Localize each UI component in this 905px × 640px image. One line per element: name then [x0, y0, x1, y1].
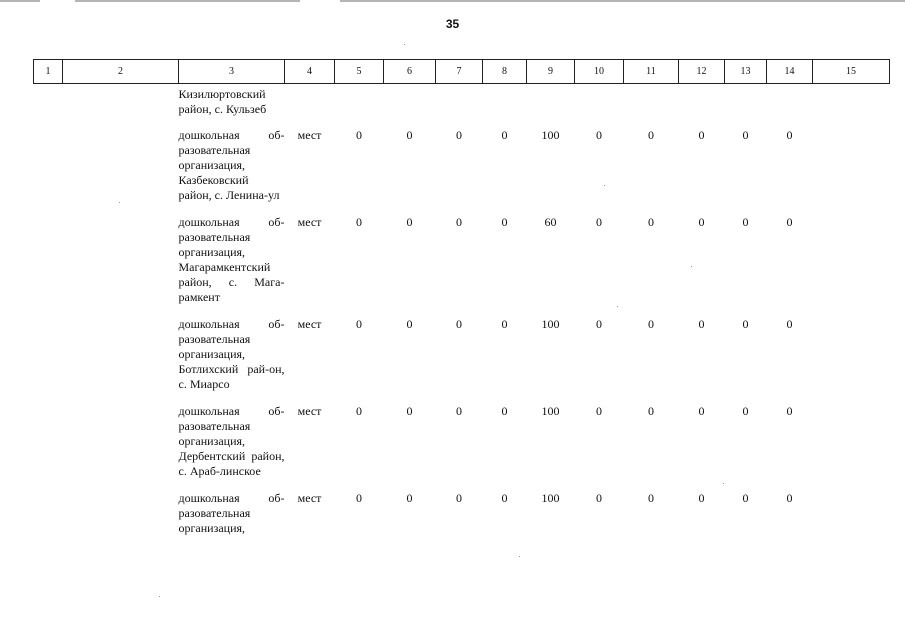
scan-speck — [159, 596, 160, 597]
column-header: 6 — [384, 60, 436, 84]
org-name-cell: дошкольная об-разовательная организация, — [178, 491, 285, 535]
value-cell: 0 — [786, 128, 793, 142]
value-cell: 0 — [648, 128, 654, 142]
unit-cell: мест — [297, 491, 322, 505]
scan-top-edge — [0, 0, 905, 2]
value-cell: 0 — [596, 404, 602, 418]
value-cell: 0 — [648, 491, 654, 505]
unit-cell: мест — [297, 128, 322, 142]
value-cell: 0 — [406, 215, 413, 229]
value-cell: 0 — [501, 128, 508, 142]
table-row — [34, 84, 890, 129]
value-cell: 0 — [596, 491, 602, 505]
org-name-cell: дошкольная об-разовательная организация, Магарамкентский район, с. Мага-рамкент — [178, 215, 285, 304]
value-cell: 0 — [742, 128, 749, 142]
value-cell: 0 — [648, 317, 654, 331]
value-cell: 0 — [406, 317, 413, 331]
value-cell: 0 — [596, 128, 602, 142]
scan-speck — [691, 266, 692, 267]
value-cell: 0 — [742, 215, 749, 229]
table-row — [34, 128, 890, 215]
org-name-cell: дошкольная об-разовательная организация, Ботлихский рай-он, с. Миарсо — [178, 317, 285, 391]
value-cell: 0 — [406, 404, 413, 418]
value-cell: 0 — [456, 215, 462, 229]
value-cell: 0 — [501, 215, 508, 229]
data-table-wrapper — [33, 59, 889, 548]
value-cell: 0 — [456, 404, 462, 418]
scan-speck — [404, 44, 405, 45]
value-cell: 0 — [456, 128, 462, 142]
header-row — [34, 60, 890, 84]
table-row — [34, 404, 890, 491]
value-cell: 0 — [456, 317, 462, 331]
value-cell: 100 — [541, 317, 560, 331]
value-cell: 0 — [501, 404, 508, 418]
value-cell: 0 — [356, 491, 362, 505]
unit-cell: мест — [297, 215, 322, 229]
value-cell: 0 — [648, 404, 654, 418]
value-cell: 0 — [356, 128, 362, 142]
value-cell: 0 — [698, 215, 705, 229]
data-table — [33, 59, 890, 548]
value-cell: 0 — [406, 491, 413, 505]
value-cell: 0 — [742, 491, 749, 505]
scan-speck — [119, 202, 120, 203]
value-cell: 0 — [786, 317, 793, 331]
table-row — [34, 215, 890, 317]
column-header: 14 — [767, 60, 813, 84]
scan-speck — [723, 483, 724, 484]
column-header: 3 — [179, 60, 285, 84]
value-cell: 0 — [648, 215, 654, 229]
scan-speck — [617, 306, 618, 307]
value-cell: 60 — [544, 215, 557, 229]
value-cell: 0 — [698, 317, 705, 331]
scan-speck — [519, 556, 520, 557]
org-name-cell: дошкольная об-разовательная организация, Дербентский район, с. Араб-линское — [178, 404, 285, 478]
value-cell: 0 — [406, 128, 413, 142]
unit-cell: мест — [297, 404, 322, 418]
value-cell: 0 — [456, 491, 462, 505]
column-header: 12 — [679, 60, 725, 84]
org-location-cell: Кизилюртовский район, с. Кульзеб — [178, 87, 267, 116]
column-header: 13 — [725, 60, 767, 84]
value-cell: 0 — [698, 128, 705, 142]
column-header: 1 — [34, 60, 63, 84]
scan-speck — [604, 185, 605, 186]
value-cell: 0 — [596, 215, 602, 229]
value-cell: 0 — [742, 317, 749, 331]
column-header: 2 — [63, 60, 179, 84]
value-cell: 100 — [541, 128, 560, 142]
column-header: 10 — [575, 60, 624, 84]
column-header: 11 — [624, 60, 679, 84]
value-cell: 100 — [541, 404, 560, 418]
unit-cell: мест — [297, 317, 322, 331]
value-cell: 0 — [786, 215, 793, 229]
value-cell: 0 — [786, 491, 793, 505]
page-number: 35 — [445, 17, 460, 31]
value-cell: 0 — [596, 317, 602, 331]
table-row — [34, 317, 890, 404]
value-cell: 0 — [501, 317, 508, 331]
value-cell: 0 — [356, 215, 362, 229]
value-cell: 0 — [356, 404, 362, 418]
column-header: 4 — [285, 60, 335, 84]
value-cell: 0 — [742, 404, 749, 418]
value-cell: 100 — [541, 491, 560, 505]
value-cell: 0 — [786, 404, 793, 418]
value-cell: 0 — [501, 491, 508, 505]
value-cell: 0 — [356, 317, 362, 331]
value-cell: 0 — [698, 404, 705, 418]
column-header: 5 — [335, 60, 384, 84]
column-header: 7 — [436, 60, 483, 84]
column-header: 9 — [527, 60, 575, 84]
table-row — [34, 491, 890, 548]
column-header: 15 — [813, 60, 890, 84]
column-header: 8 — [483, 60, 527, 84]
org-name-cell: дошкольная об-разовательная организация, Казбековский район, с. Ленина-ул — [178, 128, 285, 202]
value-cell: 0 — [698, 491, 705, 505]
